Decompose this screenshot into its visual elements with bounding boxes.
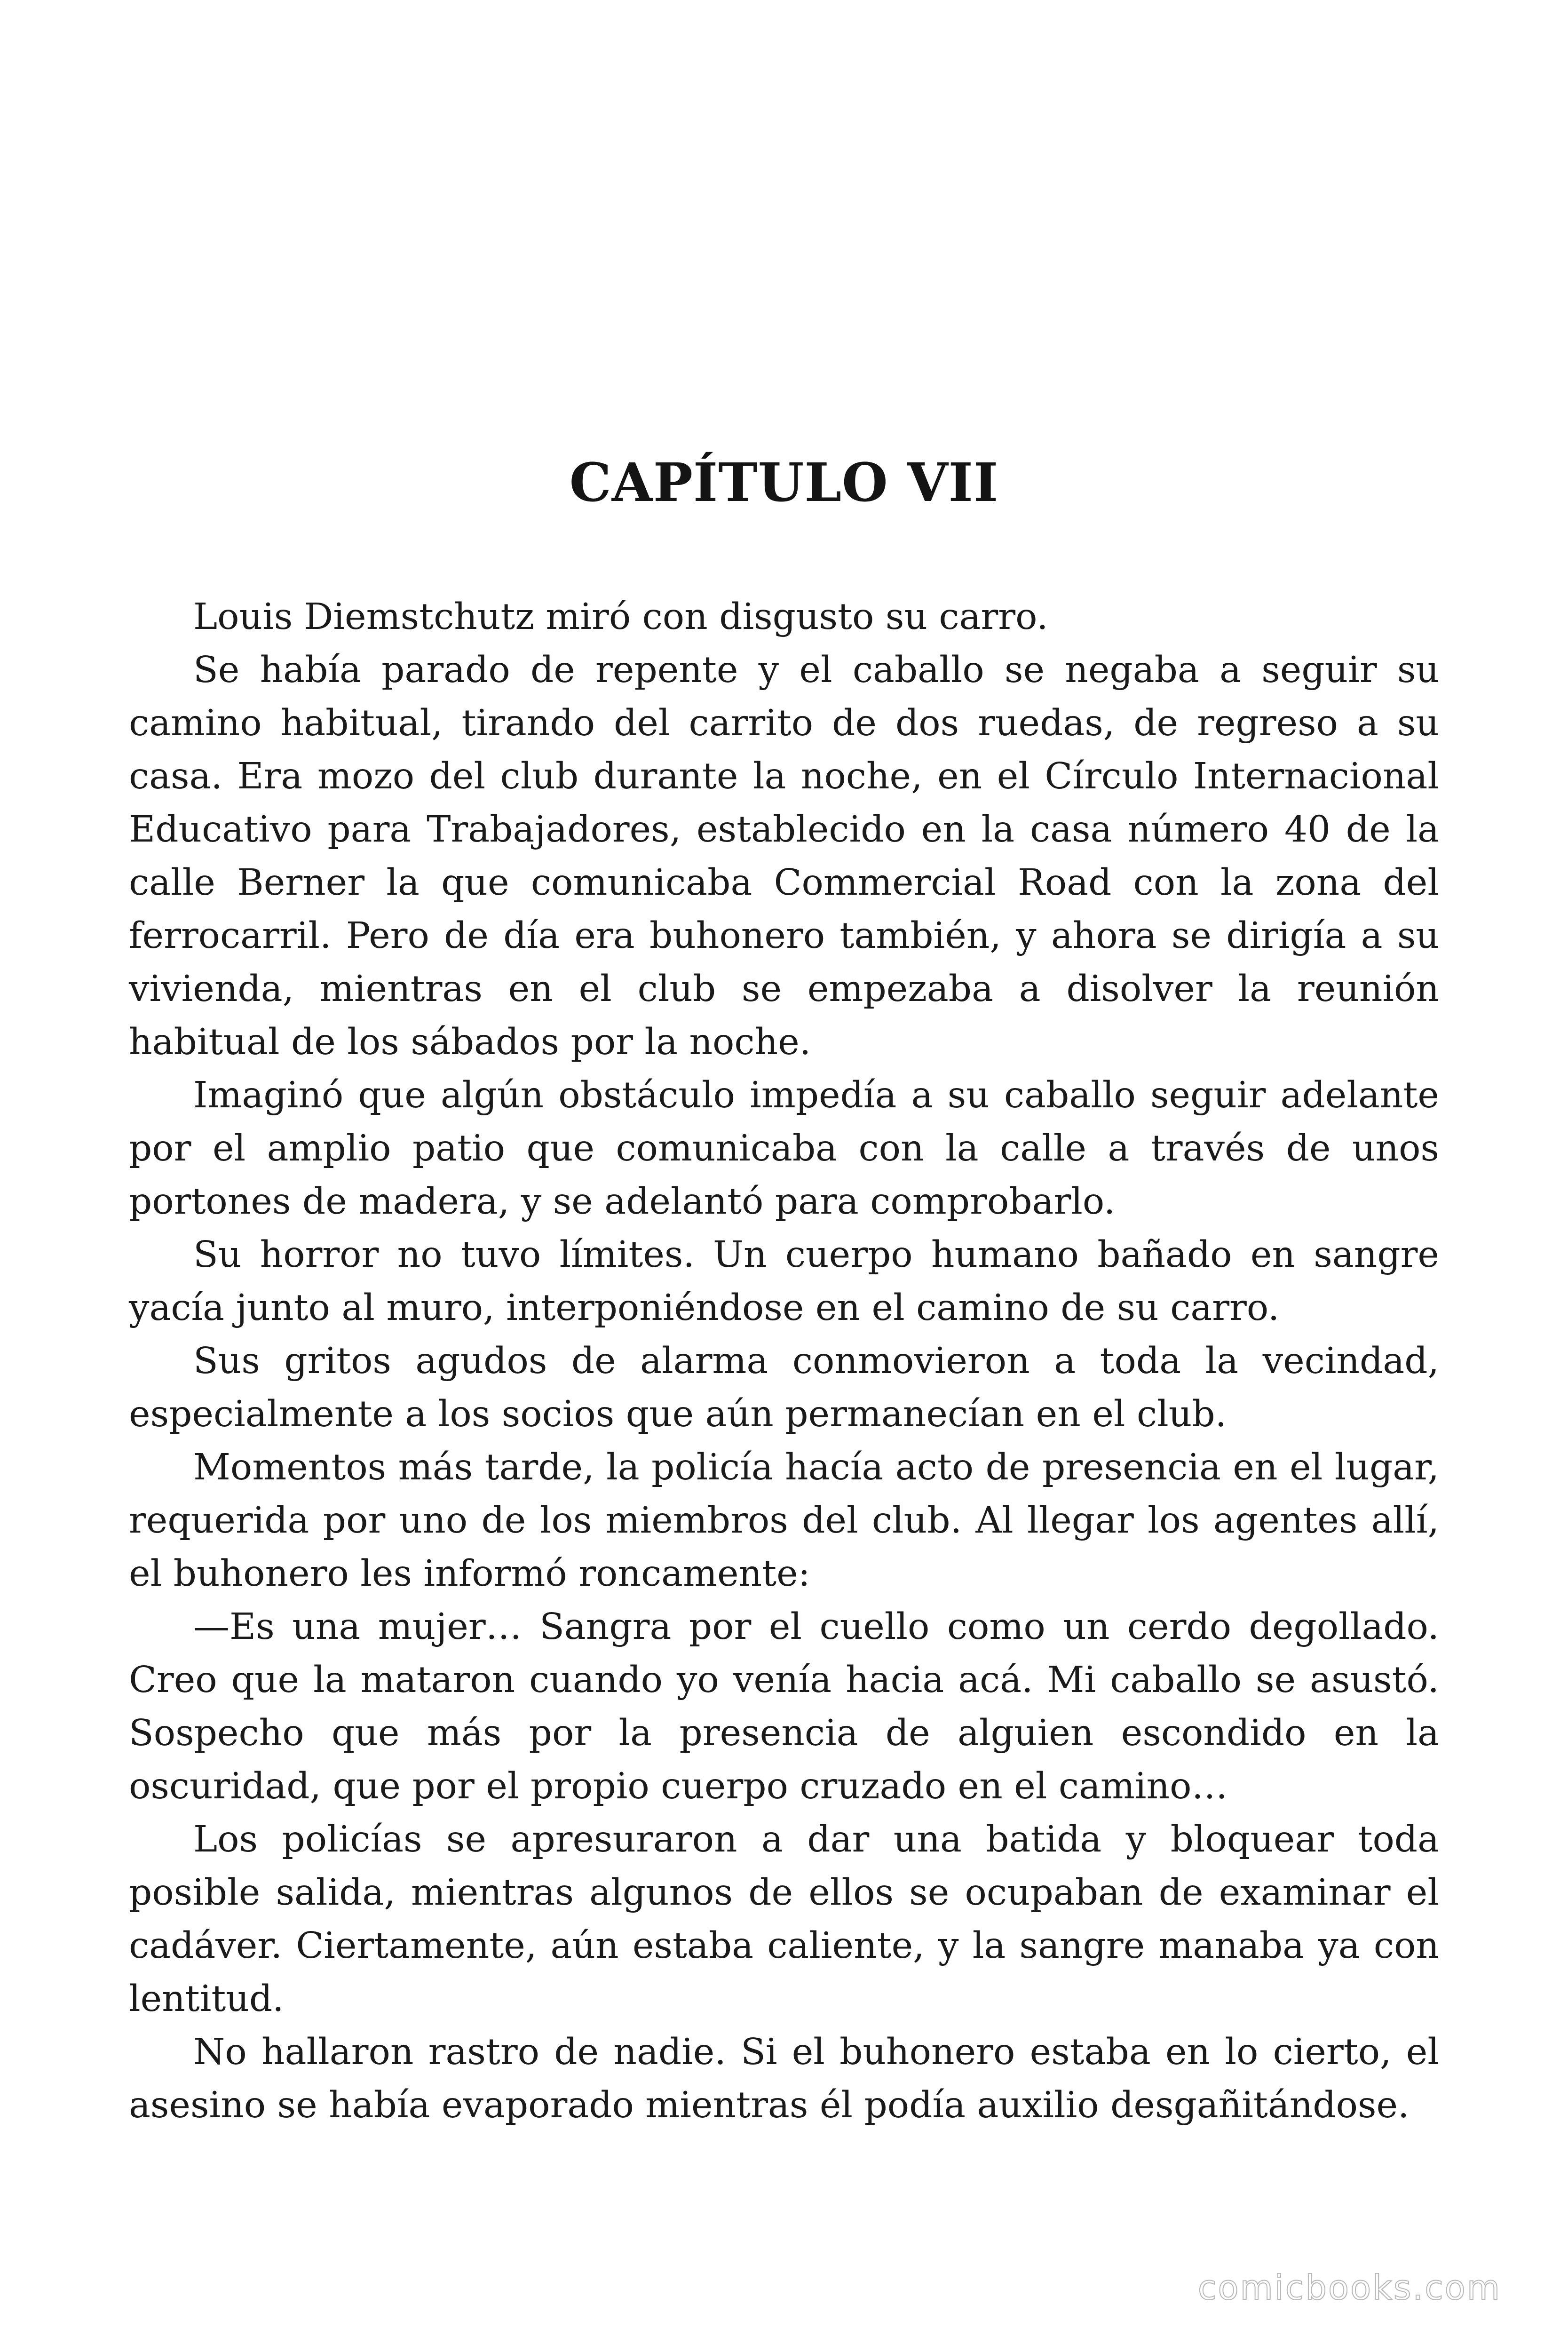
- paragraph: Sus gritos agudos de alarma conmovieron a toda la vecindad, especialmente a los socios que aún permanecían en el club.: [129, 1340, 1439, 1435]
- chapter-title: CAPÍTULO VII: [569, 452, 999, 514]
- paragraph: No hallaron rastro de nadie. Si el buhonero estaba en lo cierto, el asesino se había evaporado mientras él podía auxilio desgañitándose.: [129, 2031, 1439, 2126]
- paragraph: Imaginó que algún obstáculo impedía a su caballo seguir adelante por el amplio patio que comunicaba con la calle a través de unos portones de madera, y se adelantó para comprobarlo.: [129, 1074, 1439, 1223]
- chapter-body: [129, 590, 1439, 2132]
- paragraph: Se había parado de repente y el caballo se negaba a seguir su camino habitual, tirando del carrito de dos ruedas, de regreso a su casa. Era mozo del club durante la noche, en el Círculo Internacional Educativo para Trabajadores, establecido en la casa número 40 de la calle Berner la que comunicaba Commercial Road con la zona del ferrocarril. Pero de día era buhonero también, y ahora se dirigía a su vivienda, mientras en el club se empezaba a disolver la reunión habitual de los sábados por la noche.: [129, 649, 1439, 1063]
- paragraph: Momentos más tarde, la policía hacía acto de presencia en el lugar, requerida por uno de los miembros del club. Al llegar los agentes allí, el buhonero les informó roncamente:: [129, 1446, 1439, 1595]
- paragraph: —Es una mujer… Sangra por el cuello como un cerdo degollado. Creo que la mataron cuando yo venía hacia acá. Mi caballo se asustó. Sospecho que más por la presencia de alguien escondido en la oscuridad, que por el propio cuerpo cruzado en el camino…: [129, 1606, 1439, 1807]
- paragraph: Louis Diemstchutz miró con disgusto su carro.: [193, 596, 1048, 638]
- paragraph: Su horror no tuvo límites. Un cuerpo humano bañado en sangre yacía junto al muro, interponiéndose en el camino de su carro.: [129, 1234, 1439, 1329]
- watermark: comicbooks.com: [1197, 2268, 1501, 2307]
- paragraph: Los policías se apresuraron a dar una batida y bloquear toda posible salida, mientras algunos de ellos se ocupaban de examinar el cadáver. Ciertamente, aún estaba caliente, y la sangre manaba ya con lentitud.: [129, 1819, 1439, 2020]
